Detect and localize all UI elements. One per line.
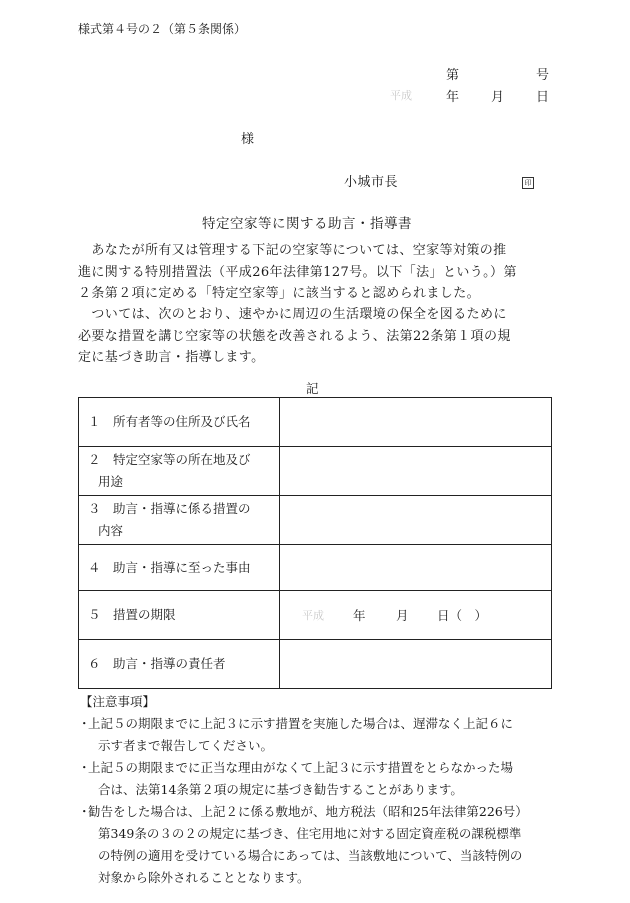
note-bullet: ・	[78, 716, 91, 731]
note-line: 合は、法第14条第２項の規定に基づき勧告することがあります。	[98, 782, 463, 797]
row-label: ４ 助言・指導に至った事由	[79, 545, 280, 591]
date-month: 月	[491, 90, 505, 105]
row-label: ５ 措置の期限	[79, 591, 280, 640]
notes-section	[78, 691, 558, 889]
deadline-day: 日（ ）	[437, 608, 488, 623]
notes-heading: 【注意事項】	[80, 694, 156, 709]
row-label-line: ３ 助言・指導に係る措置の	[88, 501, 251, 516]
body-line: 進に関する特別措置法（平成26年法律第127号。以下「法」という。）第	[78, 264, 517, 280]
date-year: 年	[446, 90, 460, 105]
form-number: 様式第４号の２（第５条関係）	[78, 22, 247, 36]
table-row	[79, 398, 552, 447]
row-value-owner[interactable]	[280, 398, 552, 447]
ki-label: 記	[306, 381, 319, 396]
date-day: 日	[536, 90, 550, 105]
note-line: の特例の適用を受けている場合にあっては、当該敷地について、当該特例の	[98, 848, 523, 863]
note-line: 上記５の期限までに正当な理由がなくて上記３に示す措置をとらなかった場	[88, 760, 514, 775]
table-row	[79, 545, 552, 591]
body-line: あなたが所有又は管理する下記の空家等については、空家等対策の推	[78, 243, 507, 258]
doc-number-dai: 第	[446, 68, 460, 83]
deadline-month: 月	[396, 608, 409, 623]
addressee-sama: 様	[241, 132, 255, 147]
row-value-location[interactable]	[280, 447, 552, 496]
note-bullet: ・	[78, 804, 91, 819]
body-line: 必要な措置を講じ空家等の状態を改善されるよう、法第22条第１項の規	[78, 328, 511, 344]
body-line: ２条第２項に定める「特定空家等」に該当すると認められました。	[78, 286, 481, 301]
note-item	[78, 713, 558, 757]
table-row	[79, 447, 552, 496]
date-era: 平成	[390, 89, 412, 102]
table-row	[79, 640, 552, 689]
note-line: 第349条の３の２の規定に基づき、住宅用地に対する固定資産税の課税標準	[98, 826, 522, 841]
table-row	[79, 591, 552, 640]
row-value-deadline[interactable]	[280, 591, 552, 640]
body-line: ついては、次のとおり、速やかに周辺の生活環境の保全を図るために	[78, 307, 507, 322]
note-line: 勧告をした場合は、上記２に係る敷地が、地方税法（昭和25年法律第226号）	[88, 804, 528, 819]
row-label	[79, 447, 280, 496]
note-line: 示す者まで報告してください。	[98, 738, 274, 753]
body-paragraph-2	[78, 304, 553, 369]
note-line: 上記５の期限までに上記３に示す措置を実施した場合は、遅滞なく上記６に	[88, 716, 514, 731]
body-line: 定に基づき助言・指導します。	[78, 350, 265, 365]
form-table	[78, 397, 552, 689]
row-label-line: 内容	[98, 523, 124, 538]
issuer-name: 小城市長	[344, 175, 399, 190]
seal-label: 印	[522, 177, 534, 189]
row-value-reason[interactable]	[280, 545, 552, 591]
row-value-measures[interactable]	[280, 496, 552, 545]
doc-number-go: 号	[536, 68, 550, 83]
row-label: ６ 助言・指導の責任者	[79, 640, 280, 689]
note-item	[78, 757, 558, 801]
row-label	[79, 496, 280, 545]
note-bullet: ・	[78, 760, 91, 775]
deadline-year: 年	[353, 608, 366, 623]
note-item	[78, 801, 558, 889]
row-label: １ 所有者等の住所及び氏名	[79, 398, 280, 447]
body-paragraph-1	[78, 240, 553, 305]
table-row	[79, 496, 552, 545]
row-value-responsible[interactable]	[280, 640, 552, 689]
document-title: 特定空家等に関する助言・指導書	[202, 216, 412, 232]
row-label-line: 用途	[98, 474, 124, 489]
seal-mark	[522, 173, 534, 189]
note-line: 対象から除外されることとなります。	[98, 870, 310, 885]
row-label-line: ２ 特定空家等の所在地及び	[88, 452, 251, 467]
deadline-era: 平成	[302, 609, 324, 622]
